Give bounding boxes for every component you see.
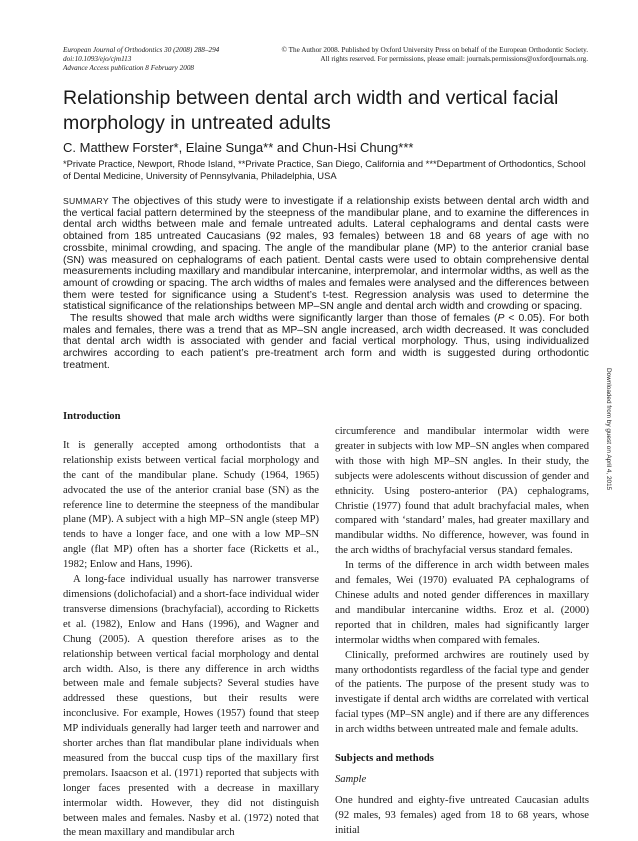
body-column-left xyxy=(63,410,319,841)
copyright-line: © The Author 2008. Published by Oxford University Press on behalf of the European Orthodontic Society. xyxy=(281,46,588,54)
methods-heading: Subjects and methods xyxy=(335,753,434,765)
paragraph: One hundred and eighty-five untreated Caucasian adults (92 males, 93 females) aged from 18 to 68 years, whose initial xyxy=(335,794,589,836)
paragraph: Clinically, preformed archwires are routinely used by many orthodontists regardless of the facial type and gender of the patients. The purpose of the present study was to investigate if dental arch widths are correlated with vertical facial types (MP–SN angle) and if there are any differences in arch widths between untreated male and female adults. xyxy=(335,649,589,736)
permissions-line: All rights reserved. For permissions, please email: journals.permissions@oxfordjournals.org. xyxy=(320,55,588,63)
affiliations: *Private Practice, Newport, Rhode Island, **Private Practice, San Diego, California and ***Department of Orthodontics, School of Dental Medicine, University of Pennsylvania, Philadelphia, USA xyxy=(63,158,586,181)
abstract-paragraph-1: The objectives of this study were to investigate if a relationship exists between dental arch width and the vertical facial pattern determined by the steepness of the mandibular plane, and to examine the differences in dental arch widths between male and female untreated adults. Lateral cephalograms and dental casts were obtained from 185 untreated Caucasians (92 males, 93 females) between 18 and 68 years of age with no crossbite, minimal crowding, and spacing. The angle of the mandibular plane (MP) to the anterior cranial base (SN) was measured on cephalograms of each patient. Dental casts were used to obtain comprehensive dental measurements including maxillary and mandibular intercanine, interpremolar, and intermolar widths, as well as the amount of crowding or spacing. The arch widths of males and females were analysed and the differences between them were tested for significance using a Student’s t-test. Regression analysis was used to determine the statistical significance of the relationships between MP–SN angle and dental arch width and crowding or spacing. xyxy=(63,196,589,313)
introduction-heading: Introduction xyxy=(63,411,121,422)
journal-citation: European Journal of Orthodontics 30 (2008) 288–294 xyxy=(63,46,220,54)
sample-subheading: Sample xyxy=(335,773,367,785)
abstract-paragraph-2: The results showed that male arch widths were significantly larger than those of females ( xyxy=(70,313,498,325)
doi-link[interactable]: doi:10.1093/ejo/cjm113 xyxy=(63,55,132,63)
body-column-right xyxy=(335,425,589,839)
paragraph: In terms of the difference in arch width between males and females, Wei (1970) evaluated PA cephalograms of Chinese adults and noted gender differences in maxillary and mandibular intercanine widths. Eroz et al. (2000) reported that in children, males had significantly larger intermolar widths when compared with females. xyxy=(335,560,589,646)
abstract-label: SUMMARY xyxy=(63,196,109,206)
p-value-symbol: P xyxy=(497,313,505,325)
download-watermark: Downloaded from by guest on April 4, 2015 xyxy=(605,368,612,491)
access-date: Advance Access publication 8 February 2008 xyxy=(63,64,195,72)
author-list: C. Matthew Forster*, Elaine Sunga** and Chun-Hsi Chung*** xyxy=(63,140,414,155)
copyright-notice xyxy=(258,46,588,64)
abstract-paragraph-2-rest: < 0.05). For both males and females, there was a trend that as MP–SN angle increased, arch width decreased. It was concluded that dental arch width is associated with gender and facial vertical morphology. Thus, using individualized archwires according to each patient’s pre-treatment arch form and width is suggested during orthodontic treatment. xyxy=(63,313,590,371)
paragraph: circumference and mandibular intermolar width were greater in subjects with low MP–SN angles when compared with those with high MP–SN angles. In their study, the subjects were adolescents without discussion of gender and ethnicity. Using postero-anterior (PA) cephalograms, Christie (1977) found that adult brachyfacial males, when compared with ‘standard’ males, had greater maxillary and mandibular widths. No difference, however, was found in the arch widths of brachyfacial versus standard females. xyxy=(335,426,589,557)
paragraph: A long-face individual usually has narrower transverse dimensions (dolichofacial) and a short-face individual wider transverse dimensions (brachyfacial), according to Ricketts et al. (1982), Enlow and Hans (1996), and Wagner and Chung (2005). A question therefore arises as to the relationship between vertical facial morphology and dental arch width. Also, is there any difference in arch widths between male and female subjects? Several studies have addressed these questions, but their results were inconclusive. For example, Howes (1957) found that steep MP individuals generally had larger teeth and narrower and shorter arches than flat mandibular plane individuals when measured from the buccal cusp tips of the maxillary first premolars. Isaacson et al. (1971) reported that subjects with longer faces presented with a decrease in maxillary intermolar width. However, they did not distinguish between males and females. Nasby et al. (1972) noted that the mean maxillary and mandibular arch xyxy=(63,574,319,839)
paragraph: It is generally accepted among orthodontists that a relationship exists between vertical facial morphology and the cant of the mandibular plane. Schudy (1964, 1965) advocated the use of the anterior cranial base (SN) as the reference line to determine the steepness of the mandibular plane (MP). A subject with a high MP–SN angle (steep MP) tends to have a longer face, and one with a low MP–SN angle (flat MP) often has a shorter face (Ricketts et al., 1982; Enlow and Hans, 1996). xyxy=(63,439,319,571)
abstract xyxy=(63,196,589,372)
article-title: Relationship between dental arch width and vertical facial morphology in untreated adults xyxy=(63,87,559,134)
